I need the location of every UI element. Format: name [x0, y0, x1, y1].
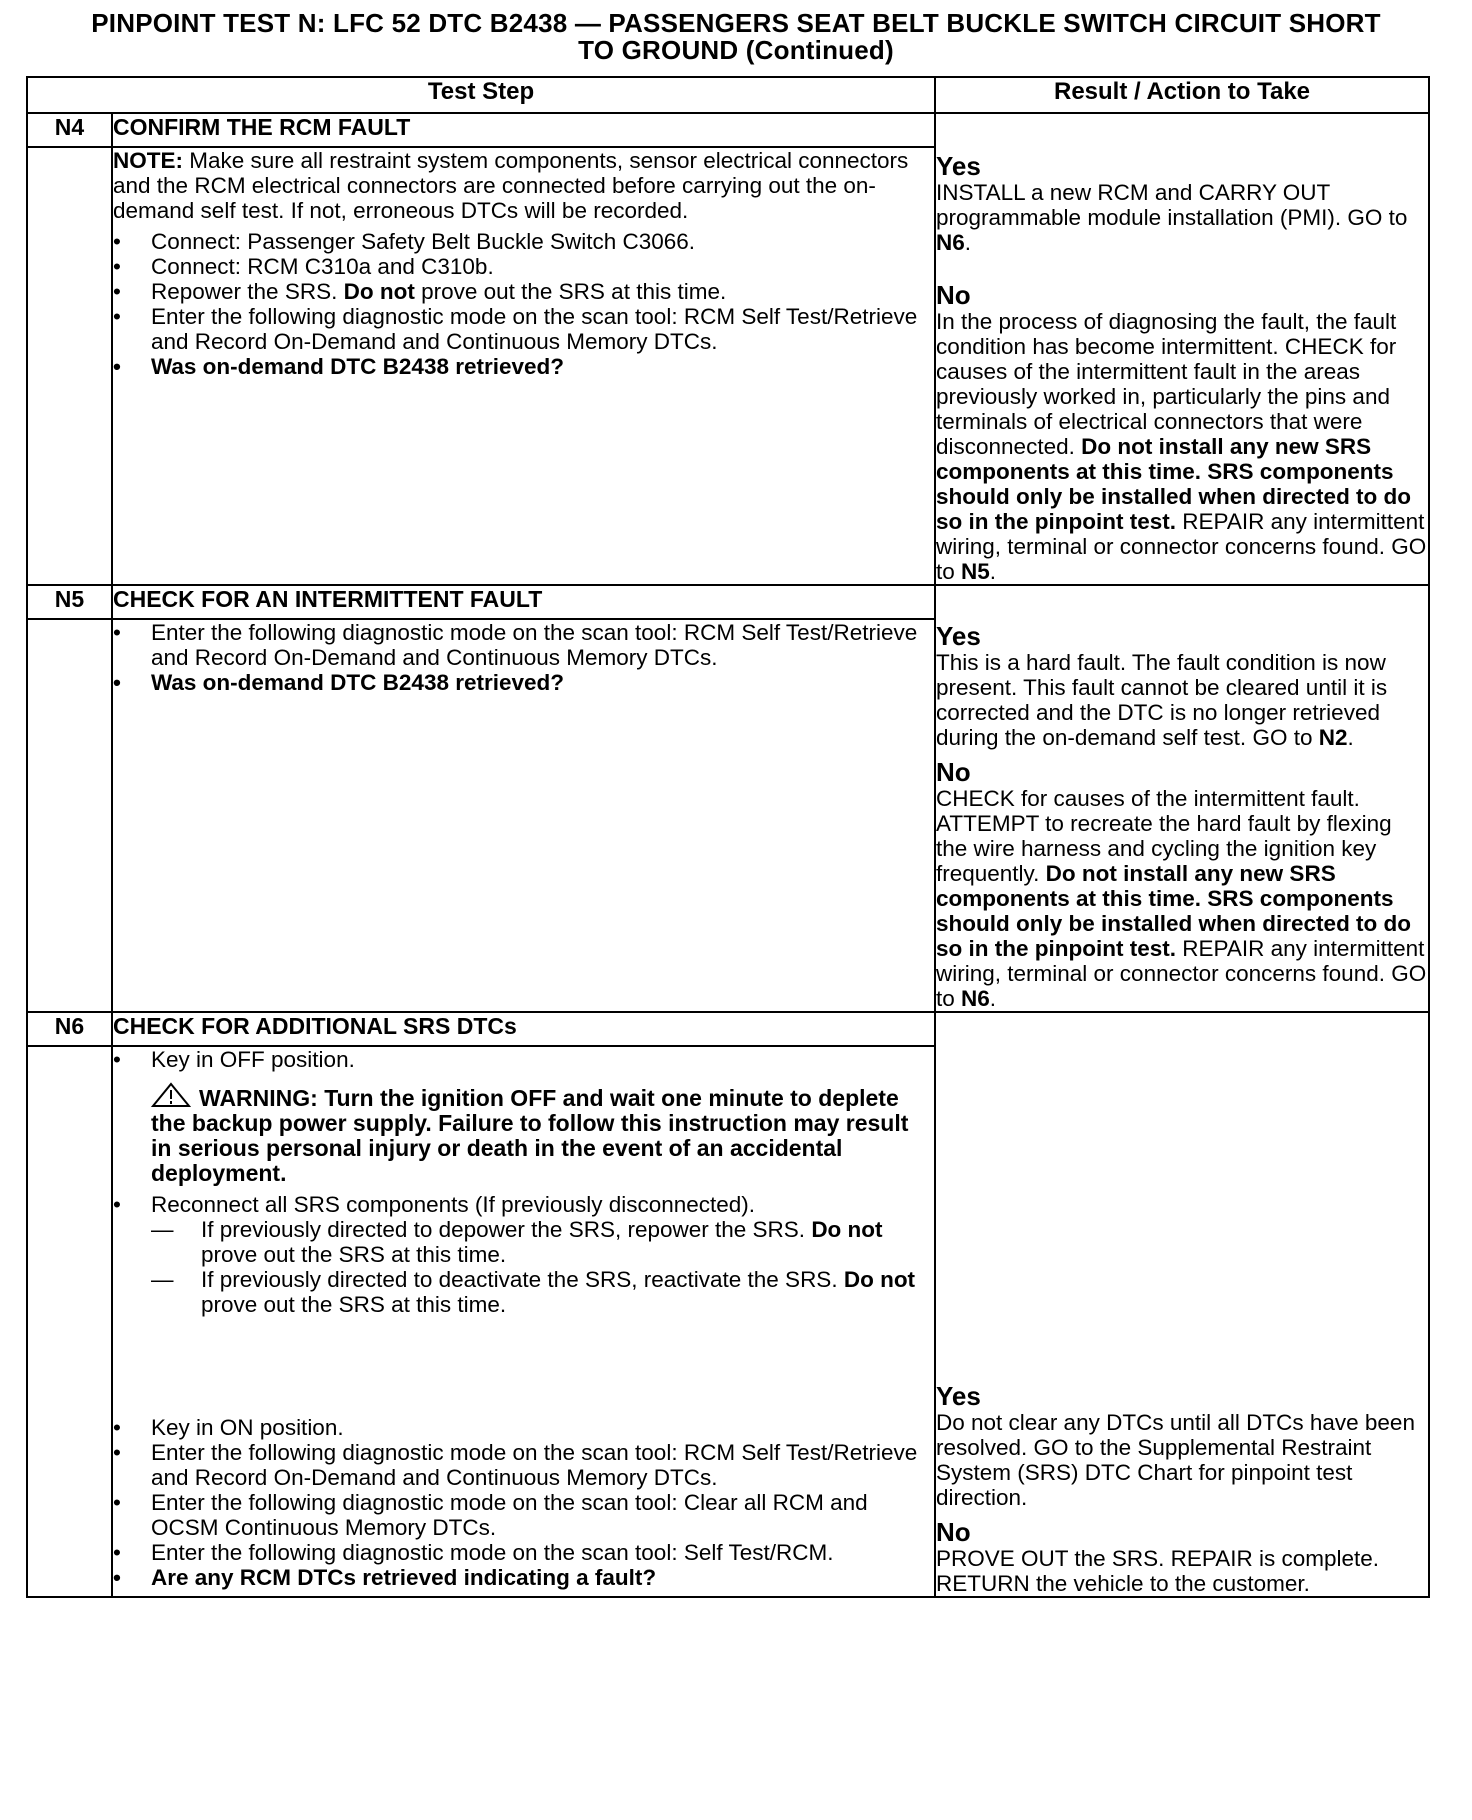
sub-list-item: — If previously directed to deactivate the SRS, reactivate the SRS. Do not prove out the SRS at this time. — [151, 1267, 934, 1317]
step-n6-title-row — [27, 1012, 1429, 1046]
yes-label: Yes — [936, 151, 981, 181]
no-label: No — [936, 1517, 971, 1547]
step-n5-result — [935, 585, 1429, 1012]
step-n5-title-row — [27, 585, 1429, 619]
list-item: • Reconnect all SRS components (If previously disconnected). — If previously directed to depower the SRS, repower the SRS. Do not prove out the SRS at this time. — If previously directed to deactivate the SRS, reactivate the SRS. Do not prove out the SRS at this time. — [113, 1192, 934, 1317]
yes-label: Yes — [936, 621, 981, 651]
no-label: No — [936, 280, 971, 310]
warning-text: WARNING: Turn the ignition OFF and wait one minute to deplete the backup power supply. Failure to follow this instruction may result in serious personal injury or death in the event of an accidental deployment. — [151, 1085, 909, 1186]
yes-action: This is a hard fault. The fault condition is now present. This fault cannot be cleared until it is corrected and the DTC is no longer retrieved during the on-demand self test. GO to N2. — [936, 650, 1388, 750]
no-action: CHECK for causes of the intermittent fault. ATTEMPT to recreate the hard fault by flexing the wire harness and cycling the ignition key frequently. Do not install any new SRS components at this time. SRS components should only be installed when directed to do so in the pinpoint test. REPAIR any intermittent wiring, terminal or connector concerns found. GO to N6. — [936, 786, 1427, 1011]
step-n4-result — [935, 113, 1429, 585]
list-item: • Enter the following diagnostic mode on the scan tool: RCM Self Test/Retrieve and Record On-Demand and Continuous Memory DTCs. — [113, 1440, 934, 1490]
question: • Are any RCM DTCs retrieved indicating a fault? — [113, 1565, 934, 1590]
list-item: • Repower the SRS. Do not prove out the SRS at this time. — [113, 279, 934, 304]
header-result-action: Result / Action to Take — [935, 77, 1429, 113]
list-item: • Connect: Passenger Safety Belt Buckle Switch C3066. — [113, 229, 934, 254]
sub-list-item: — If previously directed to depower the SRS, repower the SRS. Do not prove out the SRS at this time. — [151, 1217, 934, 1267]
question: • Was on-demand DTC B2438 retrieved? — [113, 670, 934, 695]
list-item: • Enter the following diagnostic mode on the scan tool: Clear all RCM and OCSM Continuous Memory DTCs. — [113, 1490, 934, 1540]
step-id: N4 — [27, 113, 112, 147]
no-action: PROVE OUT the SRS. REPAIR is complete. RETURN the vehicle to the customer. — [936, 1546, 1380, 1596]
list-item: • Key in ON position. — [113, 1415, 934, 1440]
step-n5-body — [112, 619, 935, 1012]
step-title: CHECK FOR ADDITIONAL SRS DTCs — [112, 1012, 935, 1046]
yes-action: Do not clear any DTCs until all DTCs have been resolved. GO to the Supplemental Restraint System (SRS) DTC Chart for pinpoint test direction. — [936, 1410, 1415, 1510]
page-title — [20, 10, 1452, 64]
list-item: • Key in OFF position. — [113, 1047, 934, 1072]
list-item: • Connect: RCM C310a and C310b. — [113, 254, 934, 279]
step-id: N6 — [27, 1012, 112, 1046]
header-test-step: Test Step — [27, 77, 935, 113]
list-item: • Enter the following diagnostic mode on the scan tool: RCM Self Test/Retrieve and Record On-Demand and Continuous Memory DTCs. — [113, 620, 934, 670]
step-n6-result — [935, 1012, 1429, 1597]
step-title: CHECK FOR AN INTERMITTENT FAULT — [112, 585, 935, 619]
step-n6-body — [112, 1046, 935, 1597]
step-title: CONFIRM THE RCM FAULT — [112, 113, 935, 147]
table-header-row — [27, 77, 1429, 113]
step-id: N5 — [27, 585, 112, 619]
no-label: No — [936, 757, 971, 787]
list-item: • Enter the following diagnostic mode on the scan tool: Self Test/RCM. — [113, 1540, 934, 1565]
pinpoint-test-table — [26, 76, 1430, 1598]
note-paragraph: NOTE: Make sure all restraint system components, sensor electrical connectors and the RCM electrical connectors are connected before carrying out the on-demand self test. If not, erroneous DTCs will be recorded. — [113, 148, 909, 223]
page-title-line-1: PINPOINT TEST N: LFC 52 DTC B2438 — PASSENGERS SEAT BELT BUCKLE SWITCH CIRCUIT SHORT — [91, 8, 1381, 38]
question: • Was on-demand DTC B2438 retrieved? — [113, 354, 934, 379]
yes-label: Yes — [936, 1381, 981, 1411]
no-action: In the process of diagnosing the fault, the fault condition has become intermittent. CHECK for causes of the intermittent fault in the areas previously worked in, particularly the pins and terminals of electrical connectors that were disconnected. Do not install any new SRS components at this time. SRS components should only be installed when directed to do so in the pinpoint test. REPAIR any intermittent wiring, terminal or connector concerns found. GO to N5. — [936, 309, 1427, 584]
step-n4-title-row — [27, 113, 1429, 147]
warning-block — [151, 1082, 934, 1186]
page-title-line-2: TO GROUND (Continued) — [578, 35, 894, 65]
yes-action: INSTALL a new RCM and CARRY OUT programmable module installation (PMI). GO to N6. — [936, 180, 1408, 255]
step-n4-body — [112, 147, 935, 585]
warning-triangle-icon — [151, 1082, 191, 1108]
list-item: • Enter the following diagnostic mode on the scan tool: RCM Self Test/Retrieve and Record On-Demand and Continuous Memory DTCs. — [113, 304, 934, 354]
